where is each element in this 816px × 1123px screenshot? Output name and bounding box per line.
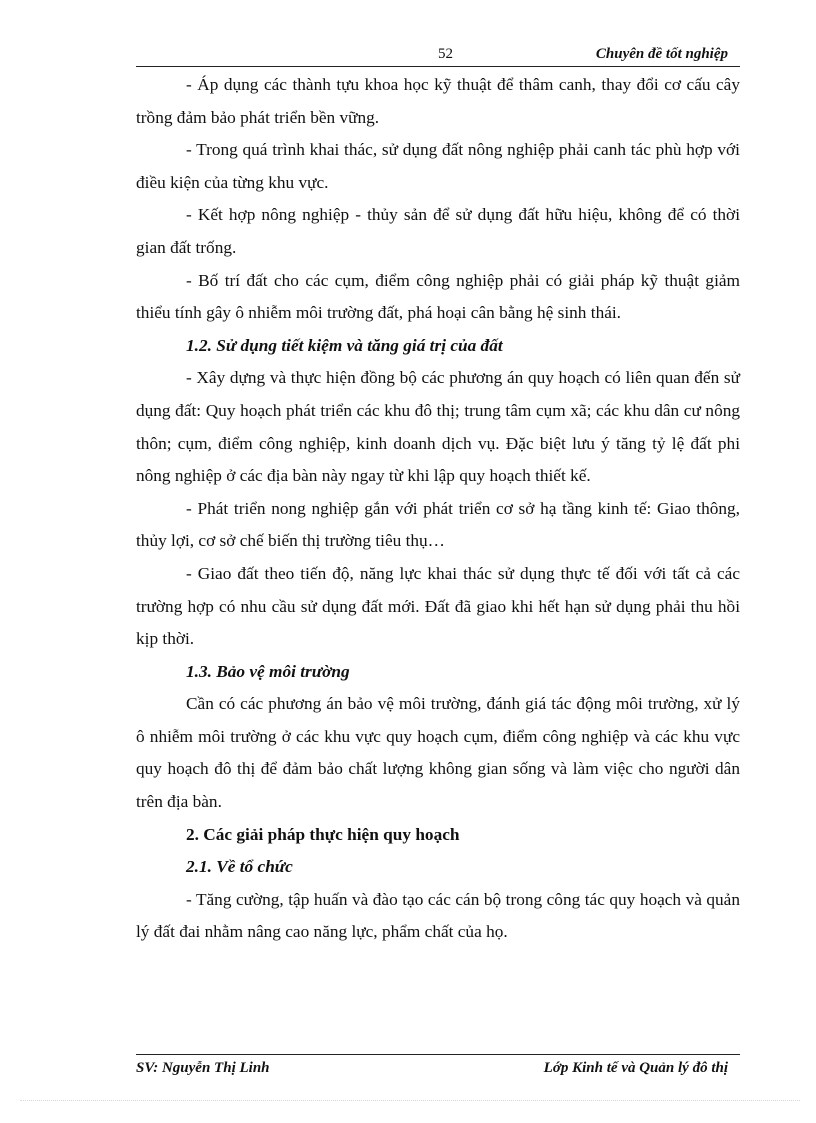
header-title: Chuyên đề tốt nghiệp <box>595 46 728 62</box>
paragraph: - Áp dụng các thành tựu khoa học kỹ thuật để thâm canh, thay đổi cơ cấu cây trồng đảm bảo phát triển bền vững. <box>136 75 740 127</box>
page-header <box>136 44 740 67</box>
paragraph: - Giao đất theo tiến độ, năng lực khai thác sử dụng thực tế đối với tất cả các trường hợp có nhu cầu sử dụng đất mới. Đất đã giao khi hết hạn sử dụng phải thu hồi kịp thời. <box>136 563 740 649</box>
paragraph: - Bố trí đất cho các cụm, điểm công nghiệp phải có giải pháp kỹ thuật giảm thiểu tính gây ô nhiễm môi trường đất, phá hoại cân bằng hệ sinh thái. <box>136 270 740 323</box>
page-edge-divider <box>20 1100 800 1101</box>
section-heading: 2. Các giải pháp thực hiện quy hoạch <box>186 824 460 844</box>
page-number: 52 <box>438 46 453 62</box>
footer-student: SV: Nguyễn Thị Linh <box>136 1060 270 1076</box>
paragraph: Cần có các phương án bảo vệ môi trường, đánh giá tác động môi trường, xử lý ô nhiễm môi trường ở các khu vực quy hoạch cụm, điểm công nghiệp và các khu vực quy hoạch đô thị để đảm bảo chất lượng không gian sống và làm việc cho người dân trên địa bàn. <box>136 694 740 812</box>
section-heading: 1.3. Bảo vệ môi trường <box>186 661 350 681</box>
paragraph: - Tăng cường, tập huấn và đào tạo các cán bộ trong công tác quy hoạch và quản lý đất đai nhằm nâng cao năng lực, phẩm chất của họ. <box>136 889 740 942</box>
paragraph: - Kết hợp nông nghiệp - thủy sản để sử dụng đất hữu hiệu, không để có thời gian đất trống. <box>136 205 740 257</box>
paragraph: - Trong quá trình khai thác, sử dụng đất nông nghiệp phải canh tác phù hợp với điều kiện của từng khu vực. <box>136 140 740 192</box>
section-heading: 2.1. Về tổ chức <box>186 857 293 877</box>
footer-class: Lớp Kinh tế và Quản lý đô thị <box>543 1060 728 1076</box>
section-heading: 1.2. Sử dụng tiết kiệm và tăng giá trị của đất <box>186 335 503 355</box>
document-body <box>136 69 740 949</box>
page-footer <box>136 1054 740 1079</box>
paragraph: - Xây dựng và thực hiện đồng bộ các phương án quy hoạch có liên quan đến sử dụng đất: Quy hoạch phát triển các khu đô thị; trung tâm cụm xã; các khu dân cư nông thôn; cụm, điểm công nghiệp, kinh doanh dịch vụ. Đặc biệt lưu ý tăng tỷ lệ đất phi nông nghiệp ở các địa bàn này ngay từ khi lập quy hoạch thiết kế. <box>136 368 740 486</box>
paragraph: - Phát triển nong nghiệp gắn với phát triển cơ sở hạ tầng kinh tế: Giao thông, thủy lợi, cơ sở chế biến thị trường tiêu thụ… <box>136 498 740 551</box>
